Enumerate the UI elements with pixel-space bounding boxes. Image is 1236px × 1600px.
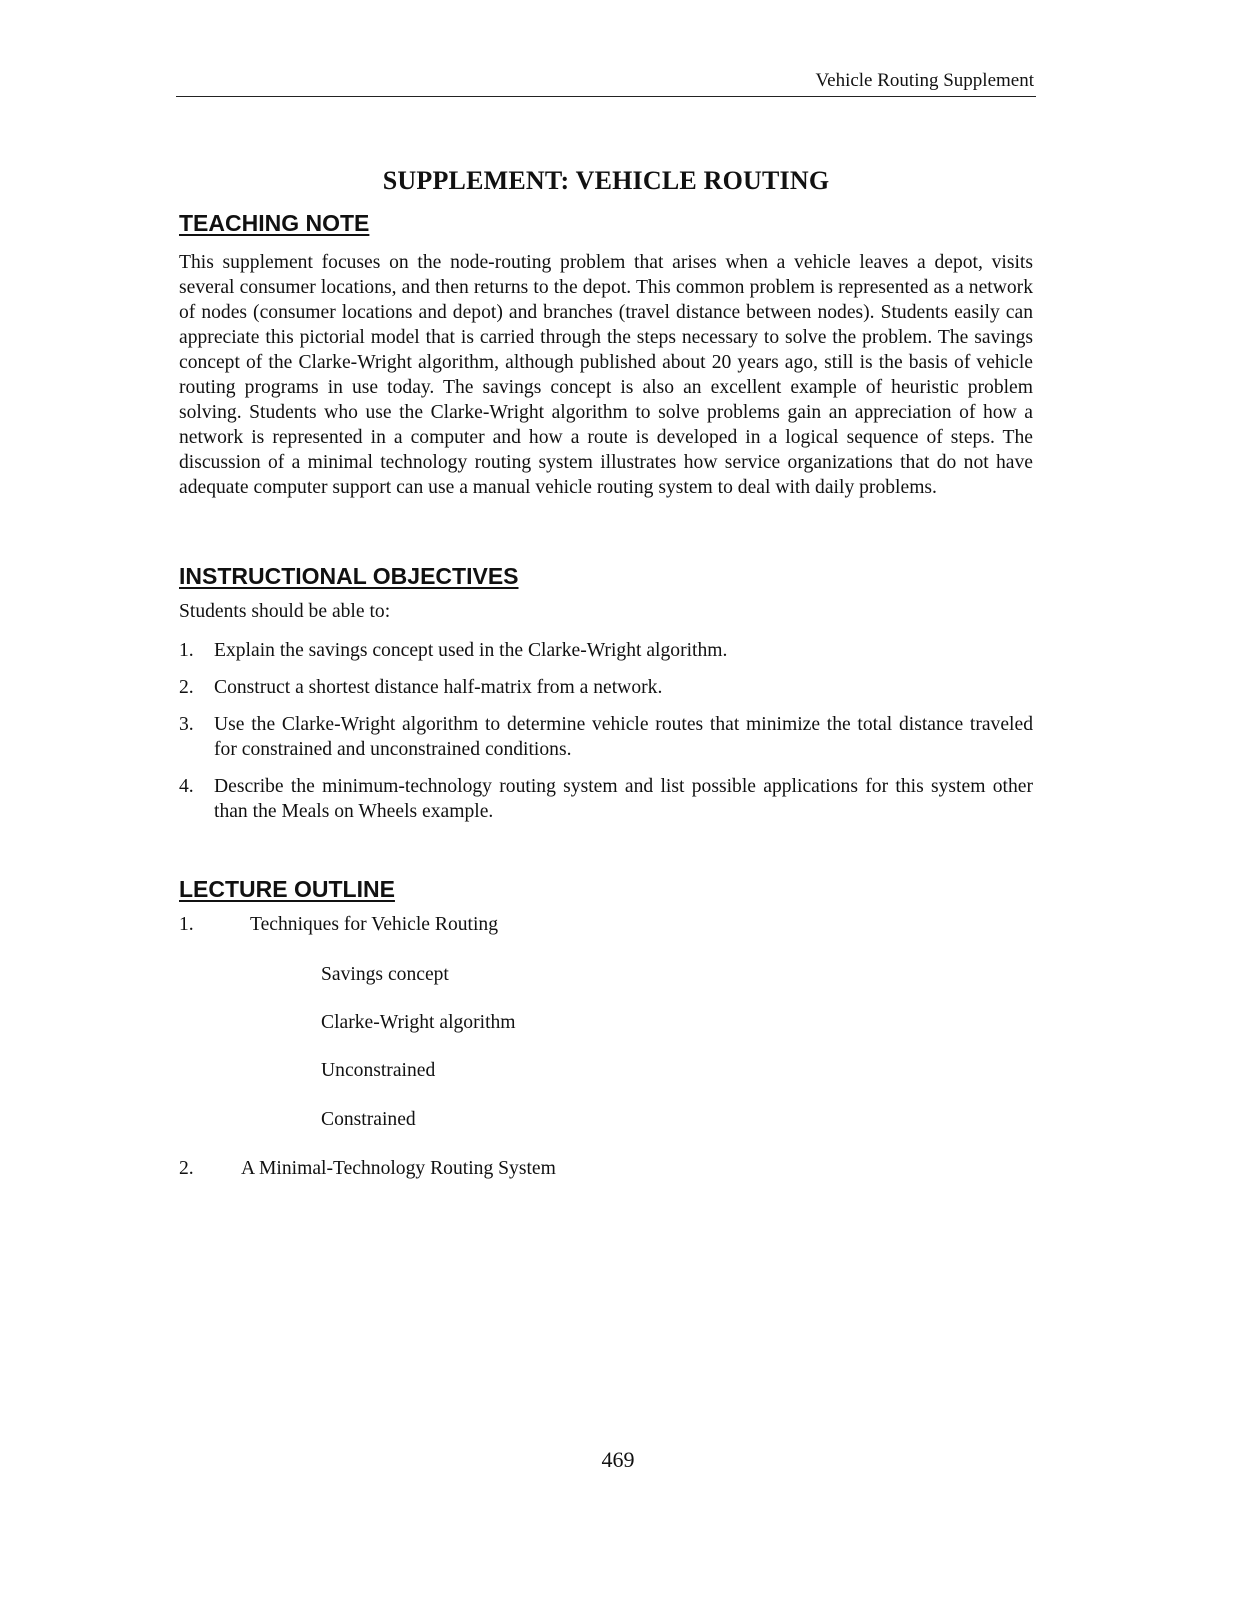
outline-sub-constrained: Constrained bbox=[321, 1109, 416, 1130]
teaching-note-heading: TEACHING NOTE bbox=[179, 210, 370, 236]
outline-item-2-text: A Minimal-Technology Routing System bbox=[241, 1158, 556, 1179]
objectives-intro: Students should be able to: bbox=[179, 601, 391, 622]
page-title: SUPPLEMENT: VEHICLE ROUTING bbox=[382, 166, 830, 195]
list-item-text: Use the Clarke-Wright algorithm to determine vehicle routes that minimize the total distance traveled for constrained and unconstrained conditions. bbox=[214, 714, 1033, 760]
list-item-number: 2. bbox=[179, 677, 194, 698]
list-item-number: 3. bbox=[179, 714, 194, 735]
list-item-text: Explain the savings concept used in the Clarke-Wright algorithm. bbox=[214, 640, 728, 661]
outline-sub-savings-concept: Savings concept bbox=[321, 964, 449, 985]
outline-sub-unconstrained: Unconstrained bbox=[321, 1060, 436, 1081]
teaching-note-paragraph: This supplement focuses on the node-routing problem that arises when a vehicle leaves a depot, visits several consumer locations, and then returns to the depot. This common problem is represented as a network of nodes (consumer locations and depot) and branches (travel distance between nodes). Students easily can appreciate this pictorial model that is carried through the steps necessary to solve the problem. The savings concept of the Clarke-Wright algorithm, although published about 20 years ago, still is the basis of vehicle routing programs in use today. The savings concept is also an excellent example of heuristic problem solving. Students who use the Clarke-Wright algorithm to solve problems gain an appreciation of how a network is represented in a computer and how a route is developed in a logical sequence of steps. The discussion of a minimal technology routing system illustrates how service organizations that do not have adequate computer support can use a manual vehicle routing system to deal with daily problems. bbox=[179, 252, 1033, 498]
list-item bbox=[179, 675, 1033, 700]
page-number: 469 bbox=[601, 1447, 635, 1472]
list-item bbox=[179, 712, 1033, 762]
list-item-text: Describe the minimum-technology routing system and list possible applications for this system other than the Meals on Wheels example. bbox=[214, 776, 1033, 822]
list-item-number: 4. bbox=[179, 776, 194, 797]
outline-item-1-number: 1. bbox=[179, 914, 194, 935]
list-item bbox=[179, 774, 1033, 824]
list-item-text: Construct a shortest distance half-matrix from a network. bbox=[214, 677, 663, 698]
outline-item-1-text: Techniques for Vehicle Routing bbox=[250, 914, 499, 935]
list-item bbox=[179, 638, 1033, 663]
instructional-objectives-heading: INSTRUCTIONAL OBJECTIVES bbox=[179, 563, 519, 589]
objectives-list bbox=[179, 638, 1033, 836]
running-header-title: Vehicle Routing Supplement bbox=[815, 70, 1034, 91]
list-item-number: 1. bbox=[179, 640, 194, 661]
lecture-outline-heading: LECTURE OUTLINE bbox=[179, 876, 395, 902]
running-header bbox=[176, 70, 1036, 97]
outline-item-2-number: 2. bbox=[179, 1158, 194, 1179]
outline-sub-clarke-wright: Clarke-Wright algorithm bbox=[321, 1012, 516, 1033]
